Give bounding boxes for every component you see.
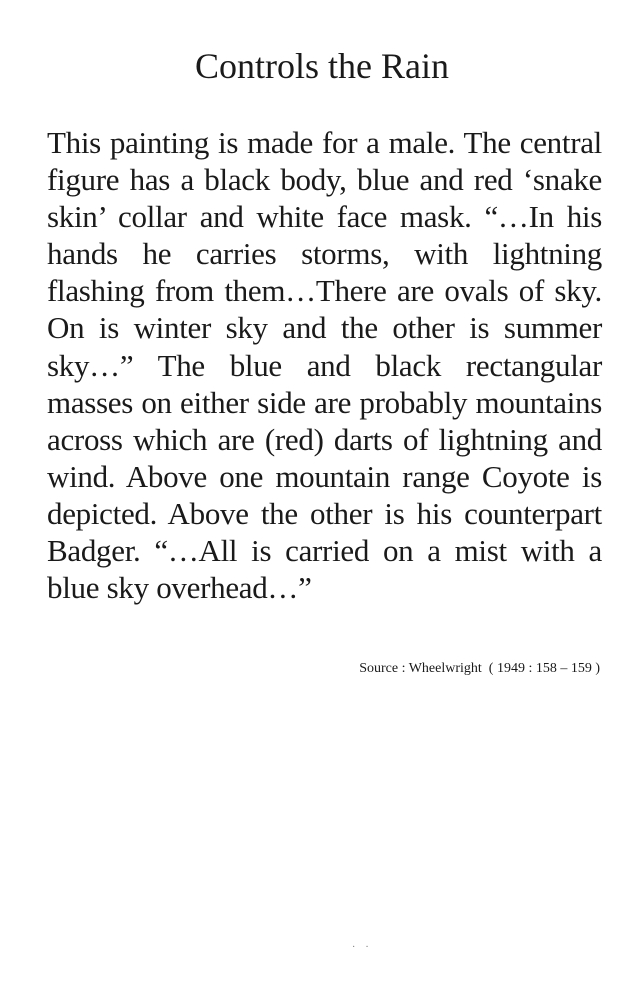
body-paragraph: This painting is made for a male. The central figure has a black body, blue and red ‘snake skin’ collar and white face mask. “…In his hands he carries storms, with lightning flashing from them…There are ovals of sky. On is winter sky and the other is summer sky…” The blue and black rectangular masses on either side are probably mountains across which are (red) darts of lightning and wind. Above one mountain range Coyote is depicted. Above the other is his counterpart Badger. “…All is carried on a mist with a blue sky overhead…” <box>47 125 602 606</box>
scan-speck: ·· <box>352 942 379 953</box>
source-citation: Source : Wheelwright ( 1949 : 158 – 159 ) <box>359 661 600 676</box>
page-title: Controls the Rain <box>195 46 449 86</box>
